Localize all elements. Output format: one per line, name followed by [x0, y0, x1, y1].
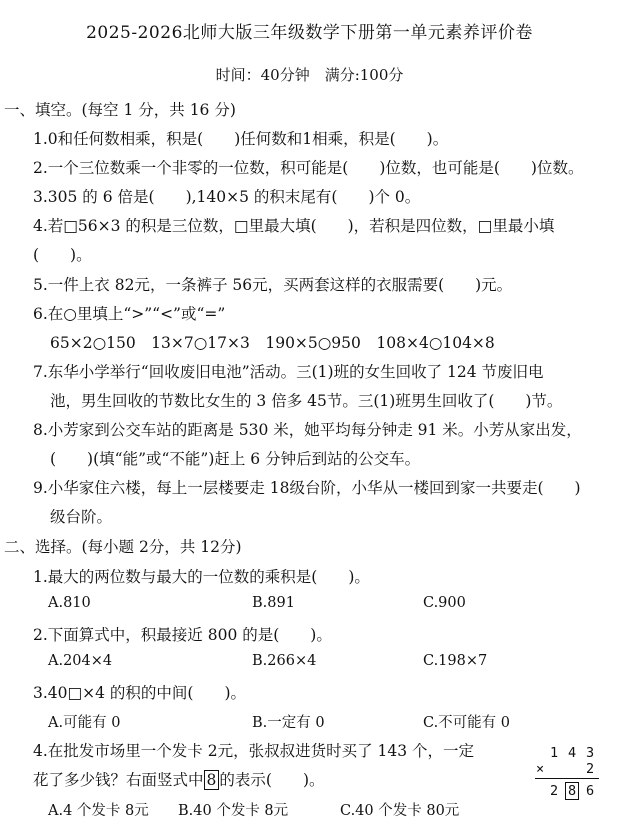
result-digit: 6 — [586, 783, 595, 799]
option-2-3-b: B.一定有 0 — [252, 715, 325, 731]
option-2-3-a: A.可能有 0 — [48, 715, 121, 731]
option-2-2-c: C.198×7 — [423, 653, 488, 669]
boxed-digit: 8 — [204, 770, 220, 790]
option-2-1-a: A.810 — [48, 595, 91, 611]
document-title: 2025-2026北师大版三年级数学下册第一单元素养评价卷 — [86, 23, 533, 43]
question-1-2: 2.一个三位数乘一个非零的一位数，积可能是( )位数，也可能是( )位数。 — [33, 159, 584, 177]
question-1-7-continued: 池，男生回收的节数比女生的 3 倍多 45节。三(1)班男生回收了( )节。 — [50, 392, 563, 410]
result-digit-boxed: 8 — [565, 782, 579, 800]
option-2-4-b: B.40 个发卡 8元 — [178, 803, 289, 819]
question-1-6: 6.在○里填上“>”“<”或“=” — [33, 305, 226, 323]
option-2-2-b: B.266×4 — [252, 653, 317, 669]
question-2-4-text-a: 花了多少钱？右面竖式中 — [33, 771, 204, 789]
calculation-line — [535, 778, 599, 779]
top-digit: 3 — [586, 745, 595, 761]
option-2-1-b: B.891 — [252, 595, 295, 611]
times-sign: × — [536, 761, 545, 777]
question-2-3: 3.40□×4 的积的中间( )。 — [33, 684, 247, 702]
question-1-8: 8.小芳家到公交车站的距离是 530 米，她平均每分钟走 91 米。小芳从家出发， — [33, 421, 582, 439]
question-1-5: 5.一件上衣 82元，一条裤子 56元，买两套这样的衣服需要( )元。 — [33, 276, 513, 294]
question-1-3: 3.305 的 6 倍是( ),140×5 的积末尾有( )个 0。 — [33, 188, 421, 206]
option-2-1-c: C.900 — [423, 595, 466, 611]
time-score-info: 时间：40分钟 满分:100分 — [215, 66, 404, 84]
question-2-1: 1.最大的两位数与最大的一位数的乘积是( )。 — [33, 568, 370, 586]
question-2-4: 4.在批发市场里一个发卡 2元，张叔叔进货时买了 143 个，一定 — [33, 742, 475, 760]
question-1-1: 1.0和任何数相乘，积是( )任何数和1相乘，积是( )。 — [33, 130, 449, 148]
top-digit: 4 — [568, 745, 577, 761]
question-2-2: 2.下面算式中，积最接近 800 的是( )。 — [33, 626, 332, 644]
question-1-9-continued: 级台阶。 — [50, 508, 113, 526]
option-2-2-a: A.204×4 — [48, 653, 113, 669]
section1-heading: 一、填空。(每空 1 分，共 16 分) — [4, 101, 236, 119]
result-digit: 2 — [550, 783, 559, 799]
question-1-7: 7.东华小学举行“回收废旧电池”活动。三(1)班的女生回收了 124 节废旧电 — [33, 363, 544, 381]
question-1-6-comparisons: 65×2○150 13×7○17×3 190×5○950 108×4○104×8 — [50, 334, 495, 352]
option-2-4-a: A.4 个发卡 8元 — [48, 803, 149, 819]
question-2-4-text-b: 的表示( )。 — [219, 771, 325, 789]
question-2-4-continued — [33, 768, 325, 790]
option-2-3-c: C.不可能有 0 — [423, 715, 511, 731]
top-digit: 1 — [550, 745, 559, 761]
multiplier-digit: 2 — [586, 761, 595, 777]
option-2-4-c: C.40 个发卡 80元 — [340, 803, 460, 819]
vertical-multiplication — [528, 745, 600, 805]
question-1-9: 9.小华家住六楼，每上一层楼要走 18级台阶，小华从一楼回到家一共要走( ) — [33, 479, 581, 497]
question-1-8-continued: ( )(填“能”或“不能”)赶上 6 分钟后到站的公交车。 — [50, 450, 421, 468]
question-1-4: 4.若□56×3 的积是三位数，□里最大填( )，若积是四位数，□里最小填 — [33, 217, 555, 235]
question-1-4-continued: ( )。 — [33, 246, 92, 264]
section2-heading: 二、选择。(每小题 2分，共 12分) — [4, 538, 242, 556]
